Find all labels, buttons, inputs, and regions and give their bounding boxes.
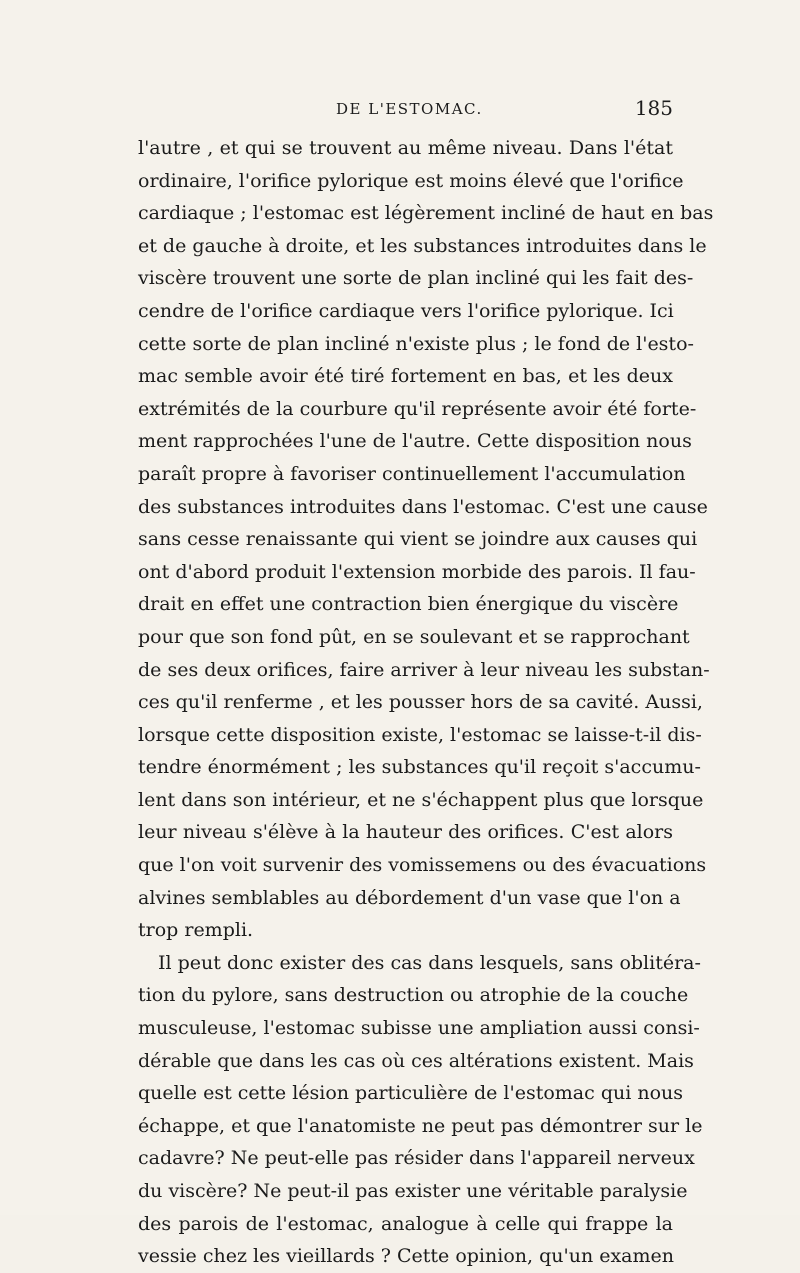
text-line: l'autre , et qui se trouvent au même niveau. Dans l'état bbox=[138, 137, 673, 159]
text-line: du viscère? Ne peut-il pas exister une véritable paralysie bbox=[138, 1180, 688, 1202]
text-line: tion du pylore, sans destruction ou atrophie de la couche bbox=[138, 984, 689, 1007]
running-head: DE L'ESTOMAC. bbox=[336, 100, 483, 118]
text-line: dérable que dans les cas où ces altérations existent. Mais bbox=[138, 1049, 694, 1072]
text-line: de ses deux orifices, faire arriver à leur niveau les substan- bbox=[138, 658, 710, 681]
text-line: des substances introduites dans l'estomac. C'est une cause bbox=[138, 495, 708, 518]
text-line: des parois de l'estomac, analogue à celle qui frappe la bbox=[138, 1212, 673, 1235]
text-line: cardiaque ; l'estomac est légèrement incliné de haut en bas bbox=[138, 202, 714, 225]
text-line: cadavre? Ne peut-elle pas résider dans l'appareil nerveux bbox=[138, 1147, 695, 1170]
text-line: cette sorte de plan incliné n'existe plus ; le fond de l'esto- bbox=[138, 332, 694, 355]
text-line: échappe, et que l'anatomiste ne peut pas démontrer sur le bbox=[138, 1114, 703, 1137]
text-line: trop rempli. bbox=[138, 919, 254, 942]
text-line: cendre de l'orifice cardiaque vers l'orifice pylorique. Ici bbox=[138, 299, 674, 322]
text-line: et de gauche à droite, et les substances introduites dans le bbox=[138, 234, 707, 257]
text-line: ont d'abord produit l'extension morbide des parois. Il fau- bbox=[138, 560, 696, 583]
text-line: pour que son fond pût, en se soulevant et se rapprochant bbox=[138, 625, 690, 648]
text-line: paraît propre à favoriser continuellement l'accumulation bbox=[138, 462, 686, 485]
text-line: lent dans son intérieur, et ne s'échappent plus que lorsque bbox=[138, 788, 704, 811]
text-line: ordinaire, l'orifice pylorique est moins élevé que l'orifice bbox=[138, 169, 684, 192]
text-line: ces qu'il renferme , et les pousser hors de sa cavité. Aussi, bbox=[138, 691, 703, 714]
page-header bbox=[138, 96, 673, 122]
paragraph bbox=[138, 947, 703, 1273]
text-line: musculeuse, l'estomac subisse une ampliation aussi consi- bbox=[138, 1017, 700, 1040]
text-line: quelle est cette lésion particulière de l'estomac qui nous bbox=[138, 1082, 683, 1105]
text-line: vessie chez les vieillards ? Cette opinion, qu'un examen bbox=[138, 1245, 674, 1268]
text-line: extrémités de la courbure qu'il représente avoir été forte- bbox=[138, 397, 697, 420]
paragraph bbox=[138, 132, 714, 947]
text-line: tendre énormément ; les substances qu'il reçoit s'accumu- bbox=[138, 756, 701, 779]
text-line: ment rapprochées l'une de l'autre. Cette disposition nous bbox=[138, 430, 692, 453]
text-line: sans cesse renaissante qui vient se joindre aux causes qui bbox=[138, 528, 698, 551]
text-line: drait en effet une contraction bien énergique du viscère bbox=[138, 593, 679, 616]
text-line: alvines semblables au débordement d'un vase que l'on a bbox=[138, 886, 681, 909]
text-line: viscère trouvent une sorte de plan incliné qui les fait des- bbox=[138, 267, 694, 290]
text-line: Il peut donc exister des cas dans lesquels, sans oblitéra- bbox=[158, 951, 701, 974]
page-number: 185 bbox=[634, 96, 673, 120]
text-line: leur niveau s'élève à la hauteur des orifices. C'est alors bbox=[138, 821, 673, 844]
body-text bbox=[138, 132, 714, 1273]
text-line: mac semble avoir été tiré fortement en bas, et les deux bbox=[138, 365, 673, 388]
text-line: lorsque cette disposition existe, l'estomac se laisse-t-il dis- bbox=[138, 723, 702, 746]
text-line: que l'on voit survenir des vomissemens ou des évacuations bbox=[138, 854, 707, 877]
